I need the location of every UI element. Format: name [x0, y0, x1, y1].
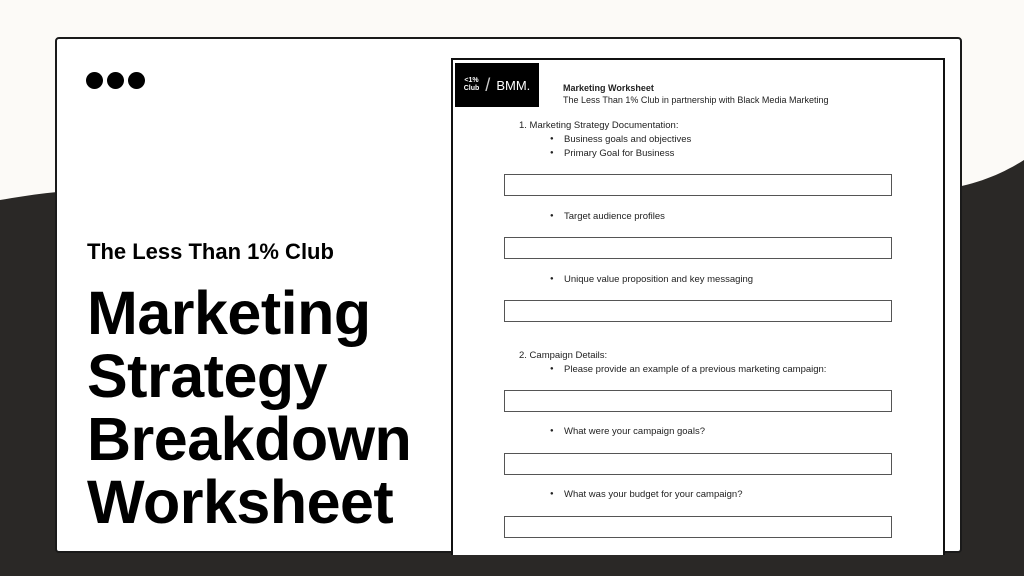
worksheet-preview: [451, 58, 945, 555]
answer-field[interactable]: [504, 390, 892, 412]
club-bmm-logo: [455, 63, 539, 107]
logo-slash: /: [485, 74, 491, 95]
logo-text: <1%: [464, 77, 479, 84]
answer-field[interactable]: [504, 516, 892, 538]
list-item: ● Target audience profiles: [564, 211, 665, 222]
window-dots-icon: [86, 72, 145, 89]
title-line: Worksheet: [87, 468, 394, 536]
logo-text: BMM.: [496, 77, 531, 93]
list-item: ● Primary Goal for Business: [564, 148, 674, 159]
list-item: ● Business goals and objectives: [564, 134, 691, 145]
logo-text: Club: [463, 85, 480, 92]
slide-card: [55, 37, 962, 553]
title-line: Strategy: [87, 342, 328, 410]
list-item: ● What were your campaign goals?: [564, 426, 705, 437]
answer-field[interactable]: [504, 174, 892, 196]
answer-field[interactable]: [504, 237, 892, 259]
list-item: ● Unique value proposition and key messaging: [564, 274, 753, 285]
club-subtitle: The Less Than 1% Club: [87, 239, 334, 264]
list-item: ● Please provide an example of a previous marketing campaign:: [564, 364, 826, 375]
doc-header: [563, 83, 828, 105]
answer-field[interactable]: [504, 453, 892, 475]
list-item: ● What was your budget for your campaign?: [564, 489, 742, 500]
section-heading: 2. Campaign Details:: [519, 350, 608, 361]
section-heading: 1. Marketing Strategy Documentation:: [519, 120, 679, 131]
title-line: Marketing: [87, 279, 371, 347]
answer-field[interactable]: [504, 300, 892, 322]
title-line: Breakdown: [87, 405, 412, 473]
doc-subtitle: The Less Than 1% Club in partnership with Black Media Marketing: [563, 95, 829, 105]
doc-title: Marketing Worksheet: [563, 83, 654, 93]
page-title: [87, 279, 412, 536]
